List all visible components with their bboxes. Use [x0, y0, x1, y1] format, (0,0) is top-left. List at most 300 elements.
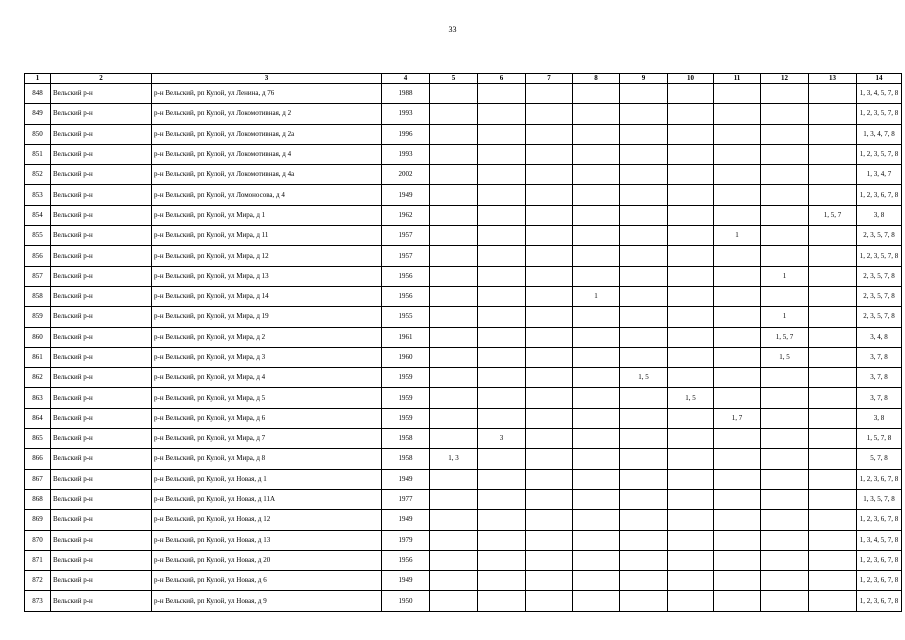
cell-col-7 — [526, 591, 573, 611]
cell-col-14: 2, 3, 5, 7, 8 — [857, 266, 902, 286]
cell-col-4: 1959 — [382, 408, 430, 428]
cell-col-13 — [809, 388, 857, 408]
cell-col-2: Вельский р-н — [51, 530, 152, 550]
cell-col-6 — [478, 469, 526, 489]
cell-col-1: 862 — [25, 368, 51, 388]
cell-col-7 — [526, 205, 573, 225]
table-row — [25, 144, 902, 164]
column-header-10: 10 — [668, 74, 714, 84]
cell-col-14: 1, 3, 4, 5, 7, 8 — [857, 530, 902, 550]
cell-col-6 — [478, 368, 526, 388]
cell-col-7 — [526, 550, 573, 570]
cell-col-1: 871 — [25, 550, 51, 570]
cell-col-9 — [620, 246, 668, 266]
cell-col-9 — [620, 205, 668, 225]
cell-col-7 — [526, 307, 573, 327]
cell-col-13 — [809, 408, 857, 428]
cell-col-6 — [478, 550, 526, 570]
cell-col-2: Вельский р-н — [51, 429, 152, 449]
cell-col-5 — [430, 408, 478, 428]
cell-col-4: 1993 — [382, 144, 430, 164]
cell-col-9 — [620, 449, 668, 469]
cell-col-14: 1, 2, 3, 6, 7, 8 — [857, 550, 902, 570]
cell-col-10 — [668, 124, 714, 144]
cell-col-14: 1, 2, 3, 5, 7, 8 — [857, 104, 902, 124]
page-number: 33 — [448, 25, 457, 34]
cell-col-5 — [430, 469, 478, 489]
cell-col-4: 1979 — [382, 530, 430, 550]
cell-col-8 — [573, 449, 620, 469]
cell-col-5: 1, 3 — [430, 449, 478, 469]
cell-col-1: 860 — [25, 327, 51, 347]
cell-col-10 — [668, 104, 714, 124]
cell-col-11 — [714, 469, 761, 489]
cell-col-6 — [478, 449, 526, 469]
cell-col-10 — [668, 226, 714, 246]
cell-col-1: 868 — [25, 489, 51, 509]
cell-col-5 — [430, 144, 478, 164]
cell-col-1: 856 — [25, 246, 51, 266]
cell-col-1: 864 — [25, 408, 51, 428]
cell-col-14: 5, 7, 8 — [857, 449, 902, 469]
cell-col-11 — [714, 591, 761, 611]
cell-col-12 — [761, 84, 809, 104]
cell-col-2: Вельский р-н — [51, 571, 152, 591]
cell-col-3: р-н Вельский, рп Кулой, ул Локомотивная, д 4 — [152, 144, 382, 164]
cell-col-14: 3, 7, 8 — [857, 368, 902, 388]
cell-col-13 — [809, 286, 857, 306]
cell-col-8 — [573, 246, 620, 266]
cell-col-1: 857 — [25, 266, 51, 286]
cell-col-4: 1949 — [382, 510, 430, 530]
cell-col-13 — [809, 104, 857, 124]
cell-col-12: 1, 5, 7 — [761, 327, 809, 347]
cell-col-2: Вельский р-н — [51, 469, 152, 489]
cell-col-6 — [478, 571, 526, 591]
cell-col-10 — [668, 368, 714, 388]
cell-col-11: 1 — [714, 226, 761, 246]
table-row — [25, 510, 902, 530]
cell-col-5 — [430, 368, 478, 388]
cell-col-13 — [809, 550, 857, 570]
cell-col-10 — [668, 429, 714, 449]
cell-col-14: 1, 2, 3, 6, 7, 8 — [857, 510, 902, 530]
cell-col-7 — [526, 266, 573, 286]
data-table — [24, 73, 902, 612]
column-header-12: 12 — [761, 74, 809, 84]
cell-col-13 — [809, 165, 857, 185]
cell-col-14: 1, 5, 7, 8 — [857, 429, 902, 449]
table-row — [25, 429, 902, 449]
cell-col-5 — [430, 347, 478, 367]
cell-col-5 — [430, 286, 478, 306]
cell-col-5 — [430, 571, 478, 591]
cell-col-8 — [573, 205, 620, 225]
cell-col-6 — [478, 591, 526, 611]
cell-col-8 — [573, 165, 620, 185]
cell-col-5 — [430, 550, 478, 570]
cell-col-4: 1959 — [382, 368, 430, 388]
cell-col-10 — [668, 307, 714, 327]
cell-col-9 — [620, 144, 668, 164]
cell-col-10 — [668, 571, 714, 591]
cell-col-10 — [668, 469, 714, 489]
cell-col-12 — [761, 185, 809, 205]
cell-col-9 — [620, 266, 668, 286]
cell-col-9 — [620, 327, 668, 347]
table-row — [25, 449, 902, 469]
cell-col-10 — [668, 84, 714, 104]
cell-col-2: Вельский р-н — [51, 327, 152, 347]
cell-col-6 — [478, 144, 526, 164]
cell-col-2: Вельский р-н — [51, 205, 152, 225]
cell-col-7 — [526, 246, 573, 266]
column-header-13: 13 — [809, 74, 857, 84]
cell-col-9 — [620, 226, 668, 246]
cell-col-4: 1956 — [382, 266, 430, 286]
cell-col-6 — [478, 489, 526, 509]
cell-col-1: 850 — [25, 124, 51, 144]
cell-col-9 — [620, 307, 668, 327]
cell-col-11 — [714, 530, 761, 550]
cell-col-9 — [620, 84, 668, 104]
cell-col-14: 3, 4, 8 — [857, 327, 902, 347]
cell-col-13 — [809, 84, 857, 104]
cell-col-11: 1, 7 — [714, 408, 761, 428]
cell-col-9 — [620, 347, 668, 367]
cell-col-3: р-н Вельский, рп Кулой, ул Новая, д 12 — [152, 510, 382, 530]
cell-col-4: 1949 — [382, 185, 430, 205]
cell-col-6 — [478, 205, 526, 225]
cell-col-14: 3, 7, 8 — [857, 347, 902, 367]
cell-col-10 — [668, 327, 714, 347]
cell-col-1: 851 — [25, 144, 51, 164]
cell-col-3: р-н Вельский, рп Кулой, ул Мира, д 13 — [152, 266, 382, 286]
cell-col-10 — [668, 530, 714, 550]
cell-col-8 — [573, 226, 620, 246]
cell-col-2: Вельский р-н — [51, 84, 152, 104]
cell-col-1: 873 — [25, 591, 51, 611]
cell-col-6 — [478, 286, 526, 306]
cell-col-9 — [620, 408, 668, 428]
cell-col-11 — [714, 327, 761, 347]
cell-col-1: 859 — [25, 307, 51, 327]
cell-col-4: 1962 — [382, 205, 430, 225]
cell-col-3: р-н Вельский, рп Кулой, ул Мира, д 1 — [152, 205, 382, 225]
cell-col-12 — [761, 408, 809, 428]
cell-col-6 — [478, 124, 526, 144]
cell-col-14: 1, 3, 4, 7, 8 — [857, 124, 902, 144]
cell-col-13 — [809, 368, 857, 388]
cell-col-11 — [714, 205, 761, 225]
cell-col-12 — [761, 449, 809, 469]
cell-col-10 — [668, 286, 714, 306]
cell-col-9 — [620, 510, 668, 530]
cell-col-4: 1957 — [382, 246, 430, 266]
cell-col-1: 863 — [25, 388, 51, 408]
cell-col-11 — [714, 388, 761, 408]
cell-col-6 — [478, 246, 526, 266]
cell-col-5 — [430, 165, 478, 185]
cell-col-2: Вельский р-н — [51, 246, 152, 266]
cell-col-7 — [526, 84, 573, 104]
cell-col-13 — [809, 510, 857, 530]
cell-col-9 — [620, 388, 668, 408]
cell-col-12 — [761, 246, 809, 266]
table-row — [25, 307, 902, 327]
cell-col-8 — [573, 550, 620, 570]
cell-col-11 — [714, 104, 761, 124]
cell-col-3: р-н Вельский, рп Кулой, ул Мира, д 4 — [152, 368, 382, 388]
column-header-2: 2 — [51, 74, 152, 84]
cell-col-4: 1949 — [382, 571, 430, 591]
cell-col-7 — [526, 489, 573, 509]
cell-col-2: Вельский р-н — [51, 368, 152, 388]
cell-col-6 — [478, 104, 526, 124]
cell-col-5 — [430, 226, 478, 246]
cell-col-1: 854 — [25, 205, 51, 225]
cell-col-2: Вельский р-н — [51, 408, 152, 428]
cell-col-1: 869 — [25, 510, 51, 530]
cell-col-10 — [668, 510, 714, 530]
cell-col-1: 866 — [25, 449, 51, 469]
cell-col-7 — [526, 429, 573, 449]
cell-col-13 — [809, 124, 857, 144]
cell-col-11 — [714, 429, 761, 449]
cell-col-6 — [478, 185, 526, 205]
cell-col-4: 1977 — [382, 489, 430, 509]
table-row — [25, 368, 902, 388]
table-row — [25, 84, 902, 104]
cell-col-4: 2002 — [382, 165, 430, 185]
column-header-5: 5 — [430, 74, 478, 84]
table-row — [25, 226, 902, 246]
cell-col-12 — [761, 571, 809, 591]
cell-col-8 — [573, 124, 620, 144]
cell-col-3: р-н Вельский, рп Кулой, ул Мира, д 2 — [152, 327, 382, 347]
cell-col-6: 3 — [478, 429, 526, 449]
column-header-8: 8 — [573, 74, 620, 84]
cell-col-14: 1, 3, 5, 7, 8 — [857, 489, 902, 509]
cell-col-6 — [478, 347, 526, 367]
cell-col-4: 1988 — [382, 84, 430, 104]
column-header-7: 7 — [526, 74, 573, 84]
cell-col-7 — [526, 124, 573, 144]
cell-col-2: Вельский р-н — [51, 388, 152, 408]
cell-col-11 — [714, 165, 761, 185]
cell-col-7 — [526, 530, 573, 550]
cell-col-5 — [430, 489, 478, 509]
cell-col-9 — [620, 286, 668, 306]
cell-col-12 — [761, 591, 809, 611]
cell-col-13 — [809, 530, 857, 550]
cell-col-8 — [573, 307, 620, 327]
cell-col-2: Вельский р-н — [51, 489, 152, 509]
cell-col-3: р-н Вельский, рп Кулой, ул Новая, д 9 — [152, 591, 382, 611]
cell-col-6 — [478, 530, 526, 550]
cell-col-8 — [573, 347, 620, 367]
cell-col-9 — [620, 469, 668, 489]
cell-col-11 — [714, 246, 761, 266]
cell-col-8 — [573, 84, 620, 104]
cell-col-5 — [430, 104, 478, 124]
cell-col-9: 1, 5 — [620, 368, 668, 388]
cell-col-3: р-н Вельский, рп Кулой, ул Новая, д 6 — [152, 571, 382, 591]
cell-col-9 — [620, 591, 668, 611]
cell-col-11 — [714, 510, 761, 530]
cell-col-8 — [573, 185, 620, 205]
cell-col-6 — [478, 388, 526, 408]
cell-col-5 — [430, 429, 478, 449]
cell-col-4: 1956 — [382, 550, 430, 570]
cell-col-14: 1, 3, 4, 7 — [857, 165, 902, 185]
cell-col-12 — [761, 510, 809, 530]
cell-col-1: 865 — [25, 429, 51, 449]
cell-col-4: 1956 — [382, 286, 430, 306]
column-header-14: 14 — [857, 74, 902, 84]
cell-col-2: Вельский р-н — [51, 286, 152, 306]
cell-col-3: р-н Вельский, рп Кулой, ул Мира, д 7 — [152, 429, 382, 449]
table-row — [25, 591, 902, 611]
cell-col-11 — [714, 489, 761, 509]
cell-col-12 — [761, 469, 809, 489]
cell-col-3: р-н Вельский, рп Кулой, ул Ломоносова, д 4 — [152, 185, 382, 205]
cell-col-3: р-н Вельский, рп Кулой, ул Ленина, д 76 — [152, 84, 382, 104]
column-header-6: 6 — [478, 74, 526, 84]
cell-col-4: 1950 — [382, 591, 430, 611]
cell-col-10 — [668, 185, 714, 205]
cell-col-9 — [620, 530, 668, 550]
cell-col-3: р-н Вельский, рп Кулой, ул Мира, д 11 — [152, 226, 382, 246]
cell-col-8 — [573, 368, 620, 388]
table-row — [25, 205, 902, 225]
column-header-1: 1 — [25, 74, 51, 84]
cell-col-9 — [620, 185, 668, 205]
cell-col-8: 1 — [573, 286, 620, 306]
table-row — [25, 347, 902, 367]
cell-col-7 — [526, 408, 573, 428]
cell-col-10 — [668, 408, 714, 428]
cell-col-7 — [526, 510, 573, 530]
cell-col-7 — [526, 368, 573, 388]
cell-col-1: 849 — [25, 104, 51, 124]
cell-col-13 — [809, 469, 857, 489]
cell-col-13 — [809, 266, 857, 286]
header-row — [25, 74, 902, 84]
cell-col-6 — [478, 226, 526, 246]
cell-col-8 — [573, 408, 620, 428]
cell-col-1: 848 — [25, 84, 51, 104]
cell-col-13: 1, 5, 7 — [809, 205, 857, 225]
cell-col-8 — [573, 530, 620, 550]
cell-col-4: 1957 — [382, 226, 430, 246]
cell-col-13 — [809, 489, 857, 509]
cell-col-9 — [620, 571, 668, 591]
cell-col-8 — [573, 429, 620, 449]
cell-col-9 — [620, 489, 668, 509]
cell-col-14: 1, 3, 4, 5, 7, 8 — [857, 84, 902, 104]
cell-col-10 — [668, 165, 714, 185]
cell-col-7 — [526, 286, 573, 306]
cell-col-3: р-н Вельский, рп Кулой, ул Новая, д 20 — [152, 550, 382, 570]
cell-col-12 — [761, 226, 809, 246]
cell-col-7 — [526, 388, 573, 408]
table-row — [25, 286, 902, 306]
cell-col-10 — [668, 205, 714, 225]
cell-col-11 — [714, 571, 761, 591]
cell-col-3: р-н Вельский, рп Кулой, ул Мира, д 3 — [152, 347, 382, 367]
cell-col-11 — [714, 347, 761, 367]
table-row — [25, 185, 902, 205]
table-row — [25, 550, 902, 570]
cell-col-2: Вельский р-н — [51, 550, 152, 570]
cell-col-8 — [573, 327, 620, 347]
cell-col-12: 1, 5 — [761, 347, 809, 367]
cell-col-2: Вельский р-н — [51, 266, 152, 286]
cell-col-5 — [430, 327, 478, 347]
cell-col-4: 1959 — [382, 388, 430, 408]
cell-col-2: Вельский р-н — [51, 510, 152, 530]
cell-col-3: р-н Вельский, рп Кулой, ул Локомотивная, д 2а — [152, 124, 382, 144]
cell-col-1: 858 — [25, 286, 51, 306]
cell-col-3: р-н Вельский, рп Кулой, ул Новая, д 13 — [152, 530, 382, 550]
cell-col-12: 1 — [761, 266, 809, 286]
cell-col-8 — [573, 591, 620, 611]
cell-col-6 — [478, 84, 526, 104]
cell-col-10 — [668, 144, 714, 164]
cell-col-9 — [620, 165, 668, 185]
cell-col-11 — [714, 307, 761, 327]
cell-col-1: 852 — [25, 165, 51, 185]
cell-col-4: 1961 — [382, 327, 430, 347]
cell-col-4: 1960 — [382, 347, 430, 367]
cell-col-7 — [526, 469, 573, 489]
cell-col-5 — [430, 205, 478, 225]
cell-col-5 — [430, 185, 478, 205]
cell-col-2: Вельский р-н — [51, 226, 152, 246]
table-row — [25, 408, 902, 428]
cell-col-2: Вельский р-н — [51, 104, 152, 124]
cell-col-2: Вельский р-н — [51, 591, 152, 611]
cell-col-9 — [620, 429, 668, 449]
cell-col-3: р-н Вельский, рп Кулой, ул Мира, д 12 — [152, 246, 382, 266]
cell-col-13 — [809, 144, 857, 164]
cell-col-13 — [809, 571, 857, 591]
cell-col-14: 1, 2, 3, 6, 7, 8 — [857, 469, 902, 489]
cell-col-3: р-н Вельский, рп Кулой, ул Мира, д 8 — [152, 449, 382, 469]
cell-col-12 — [761, 429, 809, 449]
cell-col-11 — [714, 185, 761, 205]
cell-col-14: 3, 7, 8 — [857, 388, 902, 408]
table-row — [25, 246, 902, 266]
cell-col-8 — [573, 266, 620, 286]
cell-col-13 — [809, 591, 857, 611]
table-row — [25, 469, 902, 489]
cell-col-4: 1993 — [382, 104, 430, 124]
table-row — [25, 530, 902, 550]
cell-col-13 — [809, 246, 857, 266]
cell-col-7 — [526, 571, 573, 591]
cell-col-10 — [668, 266, 714, 286]
cell-col-6 — [478, 327, 526, 347]
cell-col-4: 1949 — [382, 469, 430, 489]
cell-col-13 — [809, 185, 857, 205]
cell-col-7 — [526, 144, 573, 164]
table-row — [25, 489, 902, 509]
cell-col-12 — [761, 165, 809, 185]
cell-col-14: 1, 2, 3, 5, 7, 8 — [857, 246, 902, 266]
cell-col-6 — [478, 165, 526, 185]
